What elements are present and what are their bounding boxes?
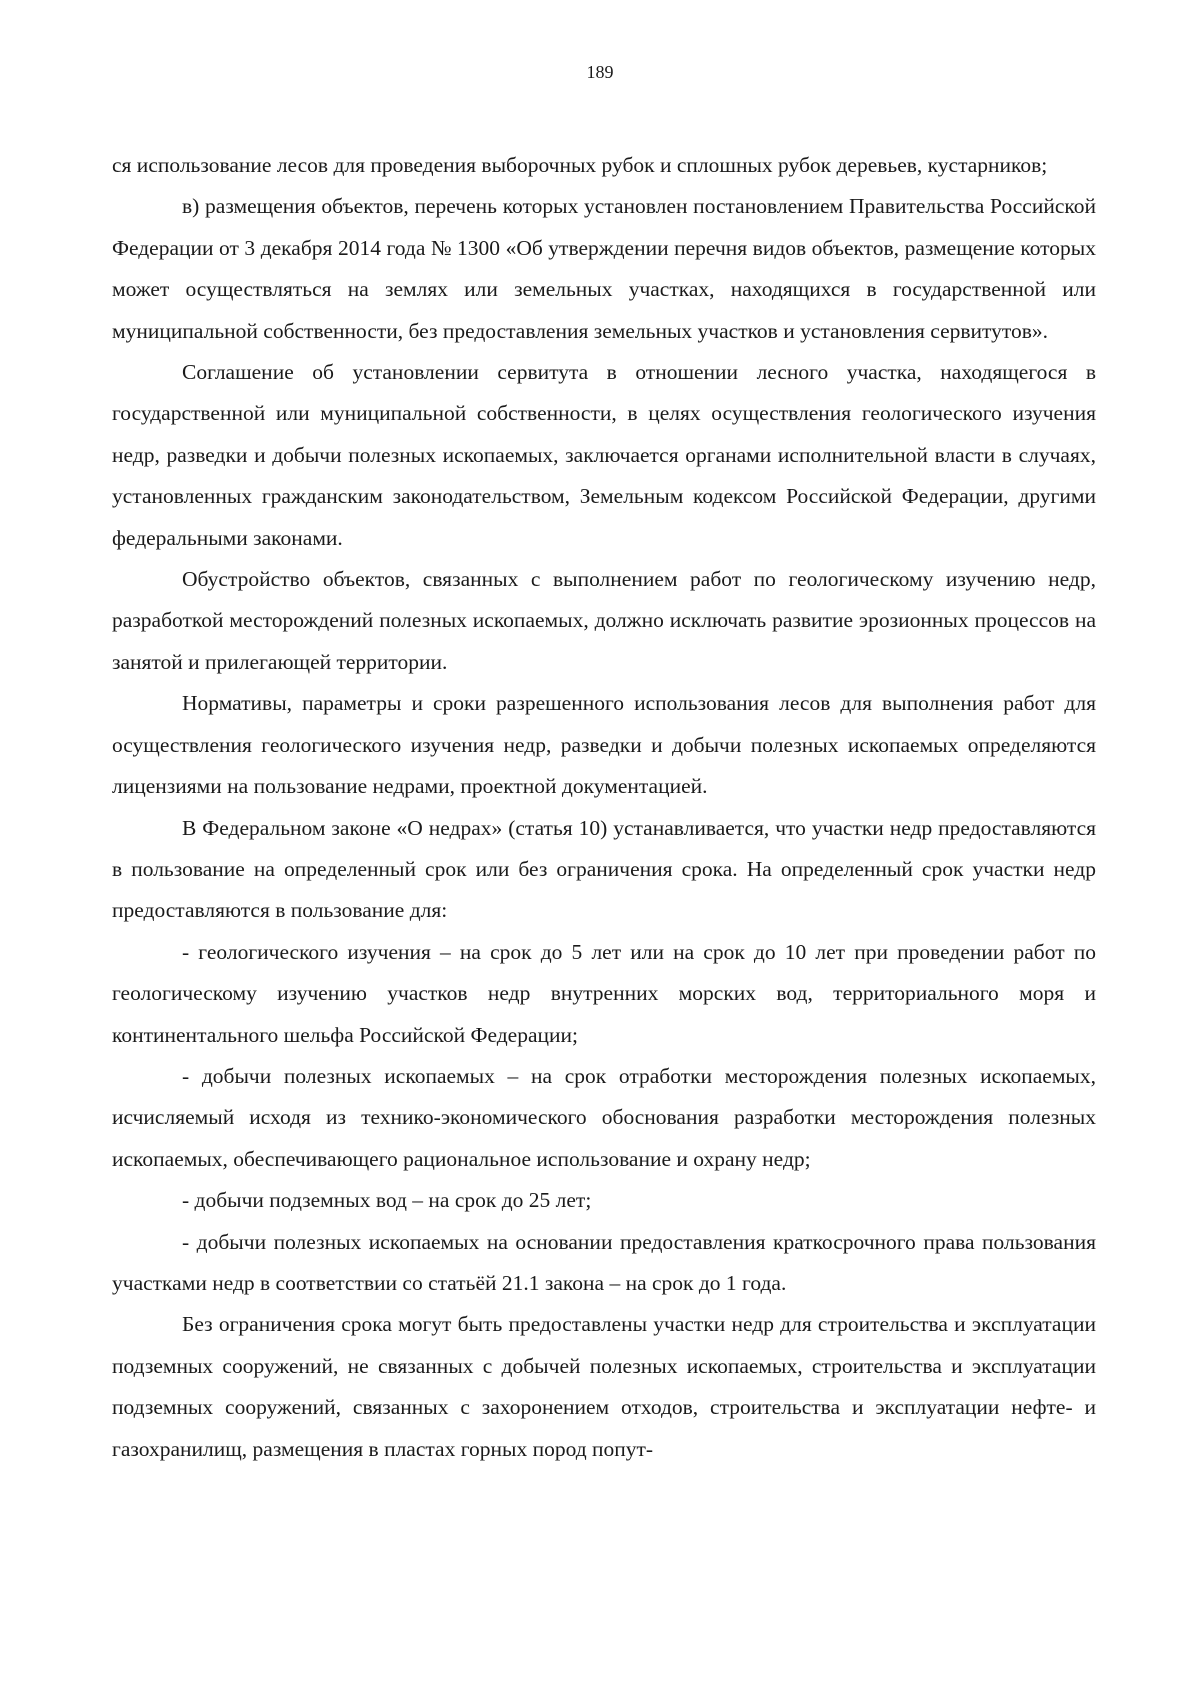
list-item-groundwater-extraction: - добычи подземных вод – на срок до 25 лет; [182, 1188, 592, 1213]
list-item-short-term-right: - добычи полезных ископаемых на основании предоставления краткосрочного права пользования участками недр в соответствии со статьёй 21.1 закона – на срок до 1 года. [112, 1229, 1096, 1295]
paragraph-6: В Федеральном законе «О недрах» (статья 10) устанавливается, что участки недр предоставляются в пользование на определенный срок или без ограничения срока. На определенный срок участки недр предоставляются в пользование для: [112, 815, 1096, 923]
list-item-mineral-extraction: - добычи полезных ископаемых – на срок отработки месторождения полезных ископаемых, исчисляемый исходя из технико-экономического обоснования разработки месторождения полезных ископаемых, обеспечивающего рациональное использование и охрану недр; [112, 1063, 1096, 1171]
paragraph-5: Нормативы, параметры и сроки разрешенного использования лесов для выполнения работ для осуществления геологического изучения недр, разведки и добычи полезных ископаемых определяются лицензиями на пользование недрами, проектной документацией. [112, 691, 1096, 799]
paragraph-3: Соглашение об установлении сервитута в отношении лесного участка, находящегося в государственной или муниципальной собственности, в целях осуществления геологического изучения недр, разведки и добычи полезных ископаемых, заключается органами исполнительной власти в случаях, установленных гражданским законодательством, Земельным кодексом Российской Федерации, другими федеральными законами. [112, 360, 1096, 550]
paragraph-unlimited-term: Без ограничения срока могут быть предоставлены участки недр для строительства и эксплуатации подземных сооружений, не связанных с добычей полезных ископаемых, строительства и эксплуатации подземных сооружений, связанных с захоронением отходов, строительства и эксплуатации нефте- и газохранилищ, размещения в пластах горных пород попут- [112, 1312, 1096, 1461]
paragraph-4: Обустройство объектов, связанных с выполнением работ по геологическому изучению недр, разработкой месторождений полезных ископаемых, должно исключать развитие эрозионных процессов на занятой и прилегающей территории. [112, 567, 1096, 674]
list-item-geological-study: - геологического изучения – на срок до 5 лет или на срок до 10 лет при проведении работ по геологическому изучению участков недр внутренних морских вод, территориального моря и континентального шельфа Российской Федерации; [112, 939, 1096, 1047]
paragraph-1: ся использование лесов для проведения выборочных рубок и сплошных рубок деревьев, кустарников; [112, 153, 1048, 177]
paragraph-2: в) размещения объектов, перечень которых установлен постановлением Правительства Российской Федерации от 3 декабря 2014 года № 1300 «Об утверждении перечня видов объектов, размещение которых может осуществляться на землях или земельных участках, находящихся в государственной или муниципальной собственности, без предоставления земельных участков и установления сервитутов». [112, 194, 1096, 343]
page-number: 189 [586, 62, 614, 82]
document-body [112, 145, 1096, 1470]
